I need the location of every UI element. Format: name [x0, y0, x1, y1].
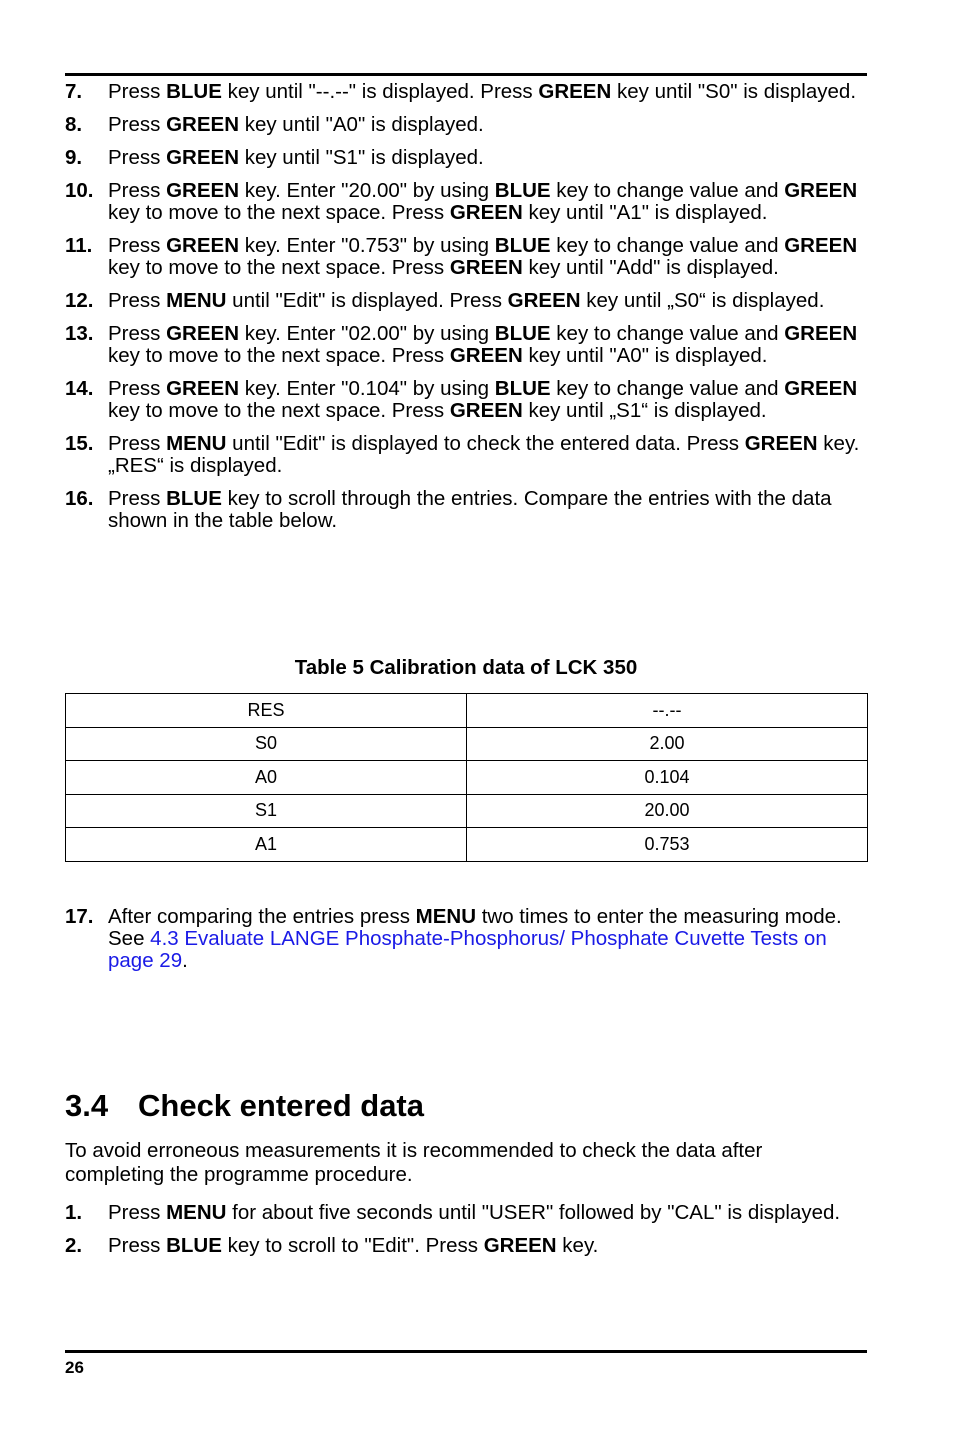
key-name: GREEN [166, 146, 240, 169]
calibration-table [65, 693, 868, 862]
step-number: 7. [65, 80, 83, 103]
parameter-cell: A1 [66, 828, 467, 862]
step-text-run: key to move to the next space. Press [108, 256, 450, 279]
step-number: 9. [65, 146, 83, 169]
value-cell: 0.104 [467, 761, 868, 795]
step-text-run: two times to enter the measuring mode. See [108, 905, 842, 950]
key-name: GREEN [166, 377, 240, 400]
step-text-run: key until "A0" is displayed. [522, 344, 768, 367]
table-row [66, 727, 868, 761]
step-text-run: Press [108, 432, 167, 455]
value-cell: 2.00 [467, 727, 868, 761]
page-number: 26 [65, 1358, 84, 1377]
step-text [108, 906, 867, 972]
step-text-run: key until „S1“ is displayed. [522, 399, 767, 422]
step-text-run: for about five seconds until "USER" followed by "CAL" is displayed. [226, 1201, 841, 1224]
key-name: GREEN [784, 179, 858, 202]
step-number: 17. [65, 905, 94, 928]
footer-rule [65, 1350, 867, 1353]
step-number: 16. [65, 487, 94, 510]
step-text-run: key until „S0“ is displayed. [580, 289, 825, 312]
step-text-run: Press [108, 113, 167, 136]
step-text-run: key. Enter "0.753" by using [239, 234, 495, 257]
cross-reference-link[interactable]: 4.3 Evaluate LANGE Phosphate-Phosphorus/ Phosphate Cuvette Tests on page 29 [108, 927, 827, 972]
key-name: GREEN [483, 1234, 557, 1257]
steps-list-c [65, 1202, 867, 1268]
step-text-run: key to change value and [550, 322, 785, 345]
step-text [108, 378, 867, 422]
step-text-run: key. Enter "02.00" by using [239, 322, 495, 345]
key-name: GREEN [507, 289, 581, 312]
table-row [66, 694, 868, 728]
step-text-run: Press [108, 146, 167, 169]
key-name: GREEN [449, 201, 523, 224]
key-name: GREEN [744, 432, 818, 455]
table-row [66, 761, 868, 795]
parameter-cell: A0 [66, 761, 467, 795]
step-number: 11. [65, 234, 93, 257]
step-number: 12. [65, 289, 94, 312]
key-name: BLUE [494, 179, 551, 202]
step-text-run: key. [556, 1234, 599, 1257]
step-item [65, 180, 867, 224]
step-item [65, 433, 867, 477]
step-text-run: key until "S1" is displayed. [239, 146, 484, 169]
step-text [108, 488, 867, 532]
steps-list-a [65, 81, 867, 543]
steps-list-b [65, 906, 867, 983]
step-text [108, 180, 867, 224]
step-number: 14. [65, 377, 94, 400]
key-name: BLUE [166, 487, 222, 510]
step-text-run: key until "S0" is displayed. [611, 80, 857, 103]
key-name: BLUE [494, 377, 551, 400]
step-text-run: until "Edit" is displayed to check the entered data. Press [226, 432, 745, 455]
step-number: 2. [65, 1234, 83, 1257]
parameter-cell: S0 [66, 727, 467, 761]
step-number: 10. [65, 179, 94, 202]
key-name: GREEN [538, 80, 612, 103]
step-text-run: Press [108, 80, 167, 103]
value-cell: 0.753 [467, 828, 868, 862]
step-item [65, 378, 867, 422]
step-text [108, 235, 867, 279]
parameter-cell: RES [66, 694, 467, 728]
step-item [65, 1202, 867, 1224]
key-name: GREEN [784, 377, 858, 400]
step-item [65, 114, 867, 136]
step-text-run: key to move to the next space. Press [108, 399, 450, 422]
step-text-run: Press [108, 1234, 167, 1257]
step-item [65, 488, 867, 532]
step-text-run: After comparing the entries press [108, 905, 416, 928]
key-name: MENU [166, 289, 227, 312]
step-text-run: key until "A0" is displayed. [239, 113, 484, 136]
key-name: GREEN [449, 256, 523, 279]
step-text [108, 323, 867, 367]
step-text-run: key to scroll through the entries. Compare the entries with the data shown in the table below. [108, 487, 832, 532]
step-text [108, 114, 867, 136]
step-item [65, 147, 867, 169]
step-text-run: Press [108, 234, 167, 257]
step-text-run: until "Edit" is displayed. Press [226, 289, 508, 312]
step-text [108, 433, 867, 477]
key-name: GREEN [166, 322, 240, 345]
step-text [108, 290, 867, 312]
key-name: BLUE [166, 80, 222, 103]
step-text-run: key. „RES“ is displayed. [108, 432, 860, 477]
step-text-run: key to change value and [550, 179, 785, 202]
step-text-run: Press [108, 179, 167, 202]
step-item [65, 323, 867, 367]
section-heading [65, 1086, 424, 1126]
step-number: 13. [65, 322, 94, 345]
step-item [65, 290, 867, 312]
step-text-run: key. Enter "0.104" by using [239, 377, 495, 400]
key-name: GREEN [166, 234, 240, 257]
table-caption: Table 5 Calibration data of LCK 350 [294, 656, 638, 679]
step-text [108, 81, 867, 103]
step-item [65, 1235, 867, 1257]
step-text-run: Press [108, 487, 167, 510]
table-row [66, 794, 868, 828]
step-text-run: key to move to the next space. Press [108, 201, 450, 224]
step-text [108, 147, 867, 169]
key-name: GREEN [784, 234, 858, 257]
step-text-run: key until "A1" is displayed. [522, 201, 768, 224]
step-text-run: key to change value and [550, 377, 785, 400]
step-number: 15. [65, 432, 94, 455]
intro-paragraph: To avoid erroneous measurements it is recommended to check the data after completing the programme procedure. [65, 1139, 763, 1186]
key-name: BLUE [494, 234, 551, 257]
step-item [65, 81, 867, 103]
key-name: MENU [166, 1201, 227, 1224]
key-name: GREEN [166, 113, 240, 136]
header-rule [65, 73, 867, 76]
key-name: GREEN [784, 322, 858, 345]
value-cell: 20.00 [467, 794, 868, 828]
parameter-cell: S1 [66, 794, 467, 828]
step-text [108, 1202, 867, 1224]
step-text-run: key to move to the next space. Press [108, 344, 450, 367]
step-number: 8. [65, 113, 83, 136]
step-item [65, 906, 867, 972]
key-name: GREEN [449, 344, 523, 367]
step-text [108, 1235, 867, 1257]
step-text-run: key to scroll to "Edit". Press [221, 1234, 484, 1257]
step-text-run: Press [108, 289, 167, 312]
value-cell: --.-- [467, 694, 868, 728]
step-text-run: Press [108, 377, 167, 400]
key-name: GREEN [166, 179, 240, 202]
section-number: 3.4 [65, 1088, 109, 1123]
key-name: GREEN [449, 399, 523, 422]
key-name: MENU [166, 432, 227, 455]
step-text-run: key. Enter "20.00" by using [239, 179, 495, 202]
step-text-run: . [182, 949, 188, 972]
key-name: MENU [415, 905, 476, 928]
step-text-run: key until "Add" is displayed. [522, 256, 779, 279]
step-text-run: key to change value and [550, 234, 785, 257]
step-text-run: Press [108, 322, 167, 345]
key-name: BLUE [494, 322, 551, 345]
step-item [65, 235, 867, 279]
section-title: Check entered data [138, 1088, 424, 1123]
step-number: 1. [65, 1201, 83, 1224]
key-name: BLUE [166, 1234, 222, 1257]
table-row [66, 828, 868, 862]
step-text-run: key until "--.--" is displayed. Press [221, 80, 539, 103]
step-text-run: Press [108, 1201, 167, 1224]
